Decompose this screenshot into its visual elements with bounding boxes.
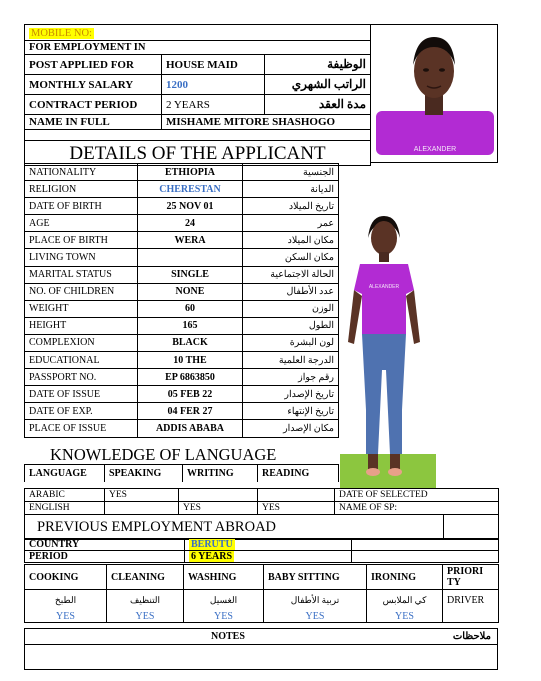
detail-label: NO. OF CHILDREN <box>25 283 138 300</box>
detail-label: AGE <box>25 215 138 232</box>
post-applied-ar: الوظيفة <box>265 55 371 75</box>
detail-label: RELIGION <box>25 181 138 198</box>
detail-ar: تاريخ الميلاد <box>243 198 339 215</box>
detail-ar: عدد الأطفال <box>243 283 339 300</box>
detail-value: 60 <box>138 300 243 317</box>
detail-value: 25 NOV 01 <box>138 198 243 215</box>
detail-ar: رقم جواز <box>243 369 339 386</box>
detail-value: CHERESTAN <box>138 181 243 198</box>
previous-employment-table <box>24 514 499 540</box>
country-value: BERUTU <box>191 539 233 550</box>
detail-label: PLACE OF BIRTH <box>25 232 138 249</box>
detail-ar: تاريخ الإنتهاء <box>243 403 339 420</box>
lang-english-reading: YES <box>258 502 335 515</box>
full-body-photo-frame <box>340 210 436 488</box>
detail-value: 10 THE <box>138 352 243 369</box>
detail-value: EP 6863850 <box>138 369 243 386</box>
detail-row <box>25 420 339 437</box>
skill-value: YES <box>25 610 107 623</box>
detail-value: 24 <box>138 215 243 232</box>
language-header: LANGUAGE <box>25 465 105 483</box>
detail-label: DATE OF BIRTH <box>25 198 138 215</box>
detail-ar: الديانة <box>243 181 339 198</box>
date-selected-label: DATE OF SELECTED <box>335 489 499 502</box>
language-title: KNOWLEDGE OF LANGUAGE <box>50 445 277 464</box>
period-value: 6 YEARS <box>191 551 233 562</box>
skills-table <box>24 564 499 623</box>
post-applied-label: POST APPLIED FOR <box>25 55 162 75</box>
detail-value: 04 FER 27 <box>138 403 243 420</box>
period-label: PERIOD <box>25 551 185 563</box>
previous-details-table <box>24 538 499 563</box>
detail-row <box>25 403 339 420</box>
detail-label: DATE OF ISSUE <box>25 386 138 403</box>
skill-header: BABY SITTING <box>264 565 367 590</box>
detail-label: PLACE OF ISSUE <box>25 420 138 437</box>
name-sp-label: NAME OF SP: <box>335 502 499 515</box>
detail-row <box>25 266 339 283</box>
detail-value: ADDIS ABABA <box>138 420 243 437</box>
detail-row <box>25 334 339 351</box>
lang-english-writing: YES <box>179 502 258 515</box>
skill-arabic: التنظيف <box>107 590 184 611</box>
contract-label: CONTRACT PERIOD <box>25 95 162 115</box>
detail-row <box>25 283 339 300</box>
for-employment-in: FOR EMPLOYMENT IN <box>25 41 371 55</box>
portrait-shirt-text: ALEXANDER <box>413 146 457 153</box>
lang-arabic-writing <box>179 489 258 502</box>
detail-ar: مكان الميلاد <box>243 232 339 249</box>
skill-value: YES <box>367 610 443 623</box>
detail-ar: الوزن <box>243 300 339 317</box>
lang-arabic-speaking: YES <box>105 489 179 502</box>
detail-row <box>25 300 339 317</box>
detail-row <box>25 232 339 249</box>
detail-label: LIVING TOWN <box>25 249 138 266</box>
detail-label: DATE OF EXP. <box>25 403 138 420</box>
detail-label: HEIGHT <box>25 317 138 334</box>
notes-label: NOTES <box>211 631 245 642</box>
detail-row <box>25 386 339 403</box>
detail-row <box>25 352 339 369</box>
detail-label: EDUCATIONAL <box>25 352 138 369</box>
notes-body <box>25 645 498 670</box>
detail-row <box>25 369 339 386</box>
detail-value: BLACK <box>138 334 243 351</box>
detail-label: MARITAL STATUS <box>25 266 138 283</box>
contract-ar: مدة العقد <box>265 95 371 115</box>
contract-value: 2 YEARS <box>162 95 265 115</box>
salary-label: MONTHLY SALARY <box>25 75 162 95</box>
salary-value: 1200 <box>162 75 265 95</box>
language-header: SPEAKING <box>105 465 183 483</box>
detail-ar: مكان الإصدار <box>243 420 339 437</box>
skill-arabic: الغسيل <box>184 590 264 611</box>
name-label: NAME IN FULL <box>25 115 162 130</box>
detail-row <box>25 164 339 181</box>
full-body-photo <box>340 210 436 488</box>
skill-value: YES <box>184 610 264 623</box>
language-header: READING <box>258 465 339 483</box>
detail-row <box>25 198 339 215</box>
lang-arabic-reading <box>258 489 335 502</box>
language-table <box>24 488 499 515</box>
detail-ar: الحالة الاجتماعية <box>243 266 339 283</box>
detail-ar: عمر <box>243 215 339 232</box>
detail-value: ETHIOPIA <box>138 164 243 181</box>
post-applied-value: HOUSE MAID <box>162 55 265 75</box>
country-label: COUNTRY <box>25 539 185 551</box>
skill-arabic: كي الملابس <box>367 590 443 611</box>
header-table <box>24 24 371 166</box>
detail-label: WEIGHT <box>25 300 138 317</box>
portrait-photo <box>371 25 497 162</box>
detail-ar: لون البشرة <box>243 334 339 351</box>
previous-title: PREVIOUS EMPLOYMENT ABROAD <box>25 515 444 540</box>
notes-table <box>24 628 498 670</box>
skill-header: WASHING <box>184 565 264 590</box>
salary-ar: الراتب الشهري <box>265 75 371 95</box>
detail-ar: الدرجة العلمية <box>243 352 339 369</box>
detail-ar: مكان السكن <box>243 249 339 266</box>
detail-value: WERA <box>138 232 243 249</box>
mobile-no-label: MOBILE NO: <box>31 27 92 39</box>
detail-ar: الطول <box>243 317 339 334</box>
detail-label: COMPLEXION <box>25 334 138 351</box>
detail-label: NATIONALITY <box>25 164 138 181</box>
detail-ar: الجنسية <box>243 164 339 181</box>
detail-label: PASSPORT NO. <box>25 369 138 386</box>
full-body-shirt-text: ALEXANDER <box>368 284 400 290</box>
detail-value: 05 FEB 22 <box>138 386 243 403</box>
name-value: MISHAME MITORE SHASHOGO <box>162 115 371 130</box>
skill-header: IRONING <box>367 565 443 590</box>
skill-header: PRIORI TY <box>443 565 499 590</box>
skill-arabic: تربية الأطفال <box>264 590 367 611</box>
lang-english: ENGLISH <box>25 502 105 515</box>
language-header: WRITING <box>183 465 258 483</box>
notes-ar: ملاحظات <box>452 631 491 642</box>
skill-header: CLEANING <box>107 565 184 590</box>
detail-value: SINGLE <box>138 266 243 283</box>
language-header-table <box>24 464 339 482</box>
lang-arabic: ARABIC <box>25 489 105 502</box>
detail-ar: تاريخ الإصدار <box>243 386 339 403</box>
portrait-photo-frame <box>370 24 498 163</box>
skill-header: COOKING <box>25 565 107 590</box>
detail-row <box>25 215 339 232</box>
detail-value <box>138 249 243 266</box>
details-table <box>24 163 339 438</box>
lang-english-speaking <box>105 502 179 515</box>
detail-row <box>25 317 339 334</box>
skill-arabic: الطبخ <box>25 590 107 611</box>
detail-row <box>25 249 339 266</box>
detail-row <box>25 181 339 198</box>
detail-value: NONE <box>138 283 243 300</box>
detail-value: 165 <box>138 317 243 334</box>
skill-driver: DRIVER <box>443 590 499 623</box>
details-title: DETAILS OF THE APPLICANT <box>69 143 326 164</box>
skill-value: YES <box>264 610 367 623</box>
skill-value: YES <box>107 610 184 623</box>
